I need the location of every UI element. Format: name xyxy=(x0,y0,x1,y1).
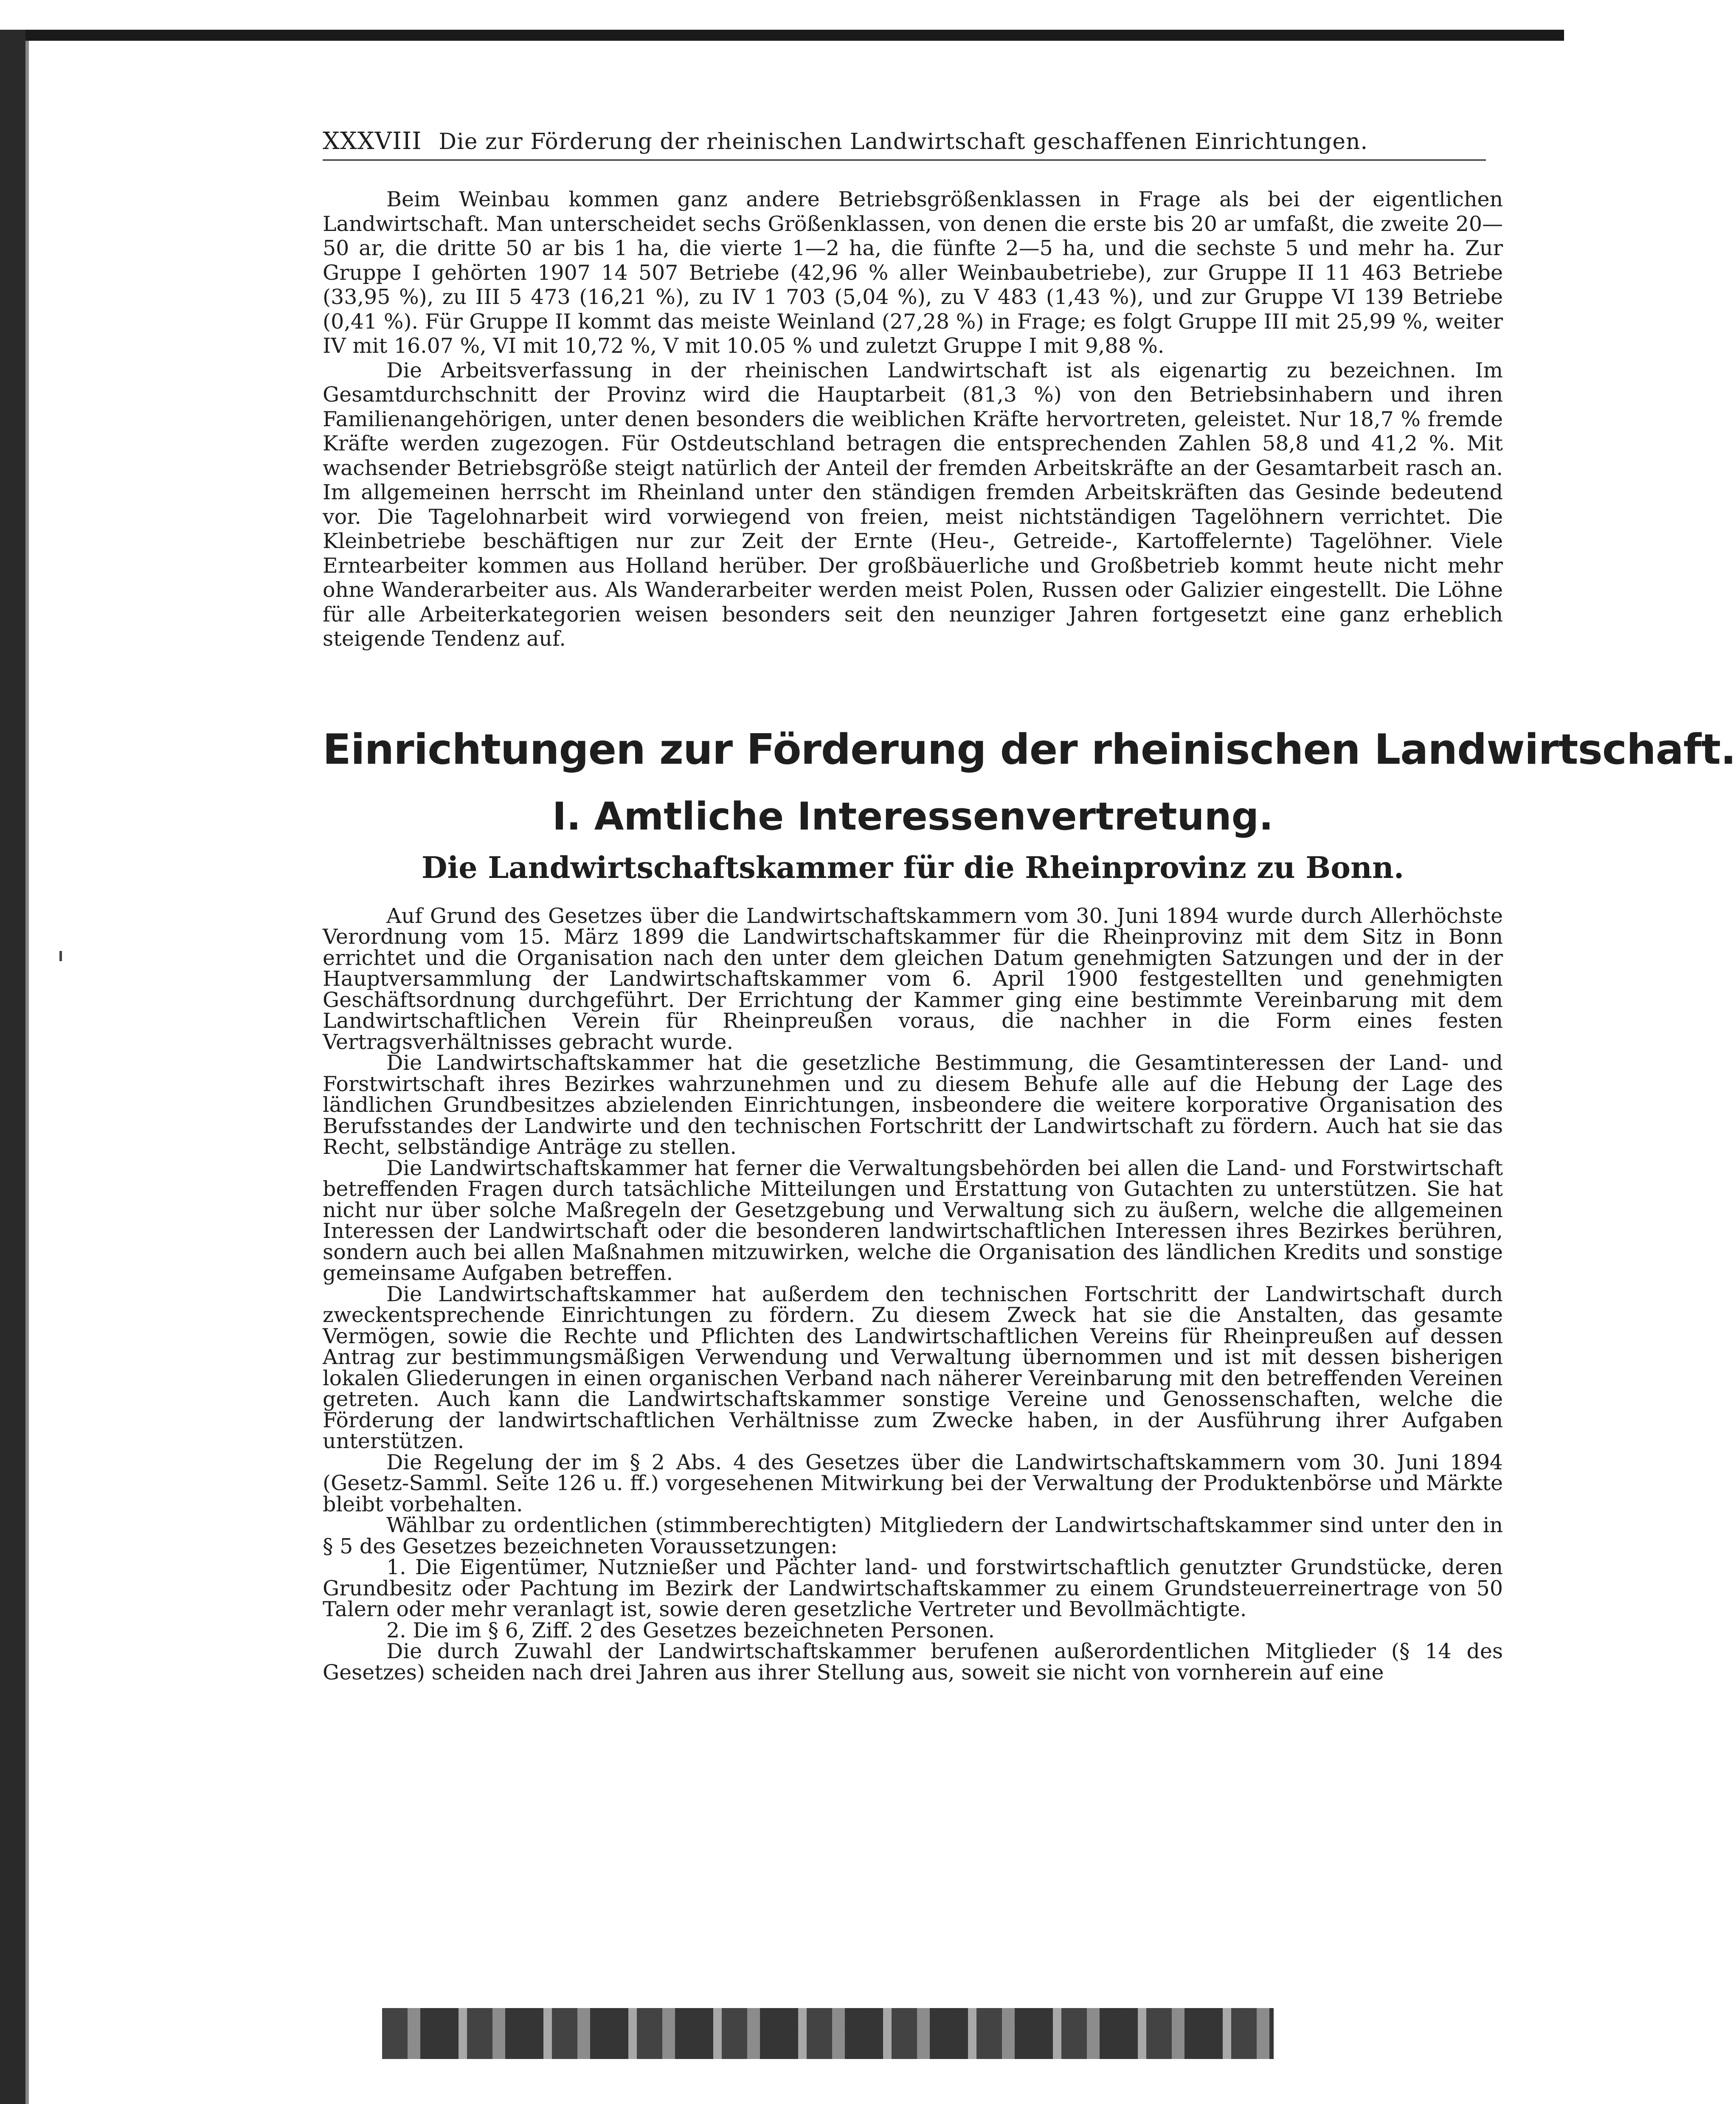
running-title: Die zur Förderung der rheinischen Landwirtschaft geschaffenen Einrichtungen. xyxy=(439,129,1368,155)
sub-heading: Die Landwirtschaftskammer für die Rheinprovinz zu Bonn. xyxy=(421,849,1404,885)
paragraph: Die Regelung der im § 2 Abs. 4 des Gesetzes über die Landwirtschaftskammern vom 30. Juni 1894 (Gesetz-Samml. Seite 126 u. ff.) vorgesehenen Mitwirkung bei der Verwaltung der Produktenbörse und Märkte bleibt vorbehalten. xyxy=(323,1450,1503,1516)
list-item: 1. Die Eigentümer, Nutznießer und Pächter land- und forstwirtschaftlich genutzter Grundstücke, deren Grundbesitz oder Pachtung im Bezirk der Landwirtschaftskammer zu einem Grundsteuerreinertrage von 50 Talern oder mehr veranlagt ist, sowie deren gesetzliche Vertreter und Bevollmächtigte. xyxy=(323,1555,1503,1621)
running-header xyxy=(323,127,1486,161)
scan-speck xyxy=(59,951,62,961)
paragraph: Wählbar zu ordentlichen (stimmberechtigten) Mitgliedern der Landwirtschaftskammer sind unter den in § 5 des Gesetzes bezeichneten Voraussetzungen: xyxy=(323,1513,1503,1558)
paragraph: Die Landwirtschaftskammer hat ferner die Verwaltungsbehörden bei allen die Land- und Forstwirtschaft betreffenden Fragen durch tatsächliche Mitteilungen und Erstattung von Gutachten zu unterstützen. Sie hat nicht nur über solche Maßregeln der Gesetzgebung und Verwaltung sich zu äußern, welche die allgemeinen Interessen der Landwirtschaft oder die besonderen landwirtschaftlichen Interessen ihres Bezirkes berühren, sondern auch bei allen Maßnahmen mitzuwirken, welche die Organisation des ländlichen Kredits und sonstige gemeinsame Aufgaben betreffen. xyxy=(323,1156,1503,1285)
paragraph: Beim Weinbau kommen ganz andere Betriebsgrößenklassen in Frage als bei der eigentlichen Landwirtschaft. Man unterscheidet sechs Größenklassen, von denen die erste bis 20 ar umfaßt, die zweite 20—50 ar, die dritte 50 ar bis 1 ha, die vierte 1—2 ha, die fünfte 2—5 ha, und die sechste 5 und mehr ha. Zur Gruppe I gehörten 1907 14 507 Betriebe (42,96 % aller Weinbaubetriebe), zur Gruppe II 11 463 Betriebe (33,95 %), zu III 5 473 (16,21 %), zu IV 1 703 (5,04 %), zu V 483 (1,43 %), und zur Gruppe VI 139 Betriebe (0,41 %). Für Gruppe II kommt das meiste Weinland (27,28 %) in Frage; es folgt Gruppe III mit 25,99 %, weiter IV mit 16.07 %, VI mit 10,72 %, V mit 10.05 % und zuletzt Gruppe I mit 9,88 %. xyxy=(323,187,1503,358)
intro-text xyxy=(323,187,1503,651)
paragraph: Die Landwirtschaftskammer hat die gesetzliche Bestimmung, die Gesamtinteressen der Land- und Forstwirtschaft ihres Bezirkes wahrzunehmen und zu diesem Behufe alle auf die Hebung der Lage des ländlichen Grundbesitzes abzielenden Einrichtungen, insbeondere die weitere korporative Organisation des Berufsstandes der Landwirte und den technischen Fortschritt der Landwirtschaft zu fördern. Auch hat sie das Recht, selbständige Anträge zu stellen. xyxy=(323,1051,1503,1159)
paragraph: Die Landwirtschaftskammer hat außerdem den technischen Fortschritt der Landwirtschaft durch zweckentsprechende Einrichtungen zu fördern. Zu diesem Zweck hat sie die Anstalten, das gesamte Vermögen, sowie die Rechte und Pflichten des Landwirtschaftlichen Vereins für Rheinpreußen auf dessen Antrag zur bestimmungsmäßigen Verwendung und Verwaltung übernommen und ist mit dessen bisherigen lokalen Gliederungen in einen organischen Verband nach näherer Vereinbarung mit den betreffenden Vereinen getreten. Auch kann die Landwirtschaftskammer sonstige Vereine und Genossenschaften, welche die Förderung der landwirtschaftlichen Verhältnisse zum Zwecke haben, in der Ausführung ihrer Aufgaben unterstützen. xyxy=(323,1282,1503,1453)
section-title: Einrichtungen zur Förderung der rheinischen Landwirtschaft. xyxy=(323,725,1736,774)
paragraph: Die durch Zuwahl der Landwirtschaftskammer berufenen außerordentlichen Mitglieder (§ 14 des Gesetzes) scheiden nach drei Jahren aus ihrer Stellung aus, soweit sie nicht von vornherein auf eine xyxy=(323,1639,1503,1685)
list-item: 2. Die im § 6, Ziff. 2 des Gesetzes bezeichneten Personen. xyxy=(386,1618,995,1643)
scan-border-top xyxy=(0,30,1564,41)
scan-border-bottom xyxy=(382,2008,1274,2059)
paragraph: Die Arbeitsverfassung in der rheinischen Landwirtschaft ist als eigenartig zu bezeichnen. Im Gesamtdurchschnitt der Provinz wird die Hauptarbeit (81,3 %) von den Betriebsinhabern und ihren Familienangehörigen, unter denen besonders die weiblichen Kräfte hervortreten, geleistet. Nur 18,7 % fremde Kräfte werden zugezogen. Für Ostdeutschland betragen die entsprechenden Zahlen 58,8 und 41,2 %. Mit wachsender Betriebsgröße steigt natürlich der Anteil der fremden Arbeitskräfte an der Gesamtarbeit rasch an. Im allgemeinen herrscht im Rheinland unter den ständigen fremden Arbeitskräften das Gesinde bedeutend vor. Die Tagelohnarbeit wird vorwiegend von freien, meist nichtständigen Tagelöhnern verrichtet. Die Kleinbetriebe beschäftigen nur zur Zeit der Ernte (Heu-, Getreide-, Kartoffelernte) Tagelöhner. Viele Erntearbeiter kommen aus Holland herüber. Der großbäuerliche und Großbetrieb kommt heute nicht mehr ohne Wanderarbeiter aus. Als Wanderarbeiter werden meist Polen, Russen oder Galizier eingestellt. Die Löhne für alle Arbeiterkategorien weisen besonders seit den neunziger Jahren fortgesetzt eine ganz erheblich steigende Tendenz auf. xyxy=(323,358,1503,651)
page-number: XXXVIII xyxy=(323,127,422,155)
document-page xyxy=(323,127,1736,1685)
paragraph: Auf Grund des Gesetzes über die Landwirtschaftskammern vom 30. Juni 1894 wurde durch Allerhöchste Verordnung vom 15. März 1899 die Landwirtschaftskammer für die Rheinprovinz mit dem Sitz in Bonn errichtet und die Organisation nach den unter dem gleichen Datum genehmigten Satzungen und der in der Hauptversammlung der Landwirtschaftskammer vom 6. April 1900 festgestellten und genehmigten Geschäftsordnung durchgeführt. Der Errichtung der Kammer ging eine bestimmte Vereinbarung mit dem Landwirtschaftlichen Verein für Rheinpreußen voraus, die nachher in die Form eines festen Vertragsverhältnisses gebracht wurde. xyxy=(323,903,1503,1054)
scan-border-left xyxy=(0,30,25,2104)
scan-border-left-shadow xyxy=(25,41,29,2104)
part-heading: I. Amtliche Interessenvertretung. xyxy=(552,794,1274,839)
body-text xyxy=(323,903,1503,1685)
